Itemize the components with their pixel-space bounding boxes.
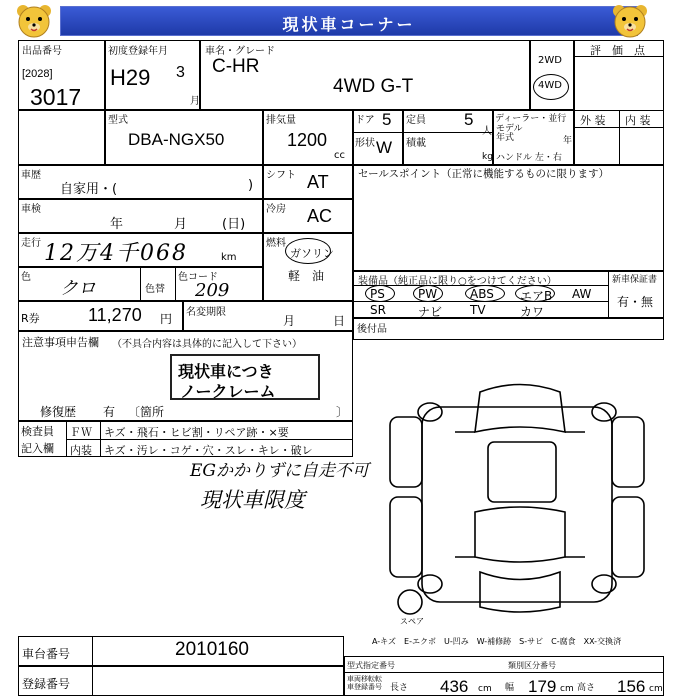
post-install-label: 後付品 <box>357 324 387 335</box>
model-year-label: モデル 年式 <box>496 124 523 143</box>
equipment-item: SR <box>370 303 386 317</box>
official-label-3: 車両移転転 車登録番号 <box>347 675 382 691</box>
warranty-value: 有・無 <box>617 295 654 309</box>
page-title: 現状車コーナー <box>282 15 416 34</box>
displacement-label: 排気量 <box>266 115 296 126</box>
registration-year: H29 <box>110 65 151 90</box>
width-unit: cm <box>560 684 574 694</box>
car-right-rear <box>612 497 644 577</box>
inspector-row-head: 内装 <box>70 444 92 457</box>
length-value: 436 <box>440 677 469 696</box>
history-box <box>18 165 263 199</box>
equipment-circle-mark <box>465 285 505 302</box>
aircon-label: 冷房 <box>266 204 286 215</box>
doors-value: 5 <box>382 110 392 129</box>
car-left-front <box>390 417 422 487</box>
inspector-row-text: キズ・汚レ・コゲ・穴・スレ・キレ・破レ <box>104 444 313 457</box>
inspector-label-2: 記入欄 <box>21 442 54 455</box>
rule <box>574 56 664 57</box>
inspection-day: (日) <box>222 217 246 232</box>
equipment-item: TV <box>470 303 486 317</box>
inspector-row-text: キズ・飛石・ヒビ割・リペア跡・×要 <box>104 426 289 439</box>
displacement-value: 1200 <box>287 130 328 150</box>
post-install-box <box>353 318 664 340</box>
bear-mascot-icon <box>14 2 54 42</box>
car-name-label: 車名・グレード <box>205 46 275 57</box>
name-change-month: 月 <box>283 314 296 328</box>
car-right-front <box>612 417 644 487</box>
inspector-label-1: 検査員 <box>21 425 54 438</box>
chassis-value: 2010160 <box>175 639 249 660</box>
aircon-value: AC <box>307 206 333 226</box>
rule <box>140 267 141 301</box>
equipment-circle-mark <box>413 285 443 302</box>
wheel-front-right <box>592 403 616 421</box>
blank-box <box>18 110 105 165</box>
fuel-label: 燃料 <box>266 238 286 249</box>
car-trunk <box>480 572 560 612</box>
stamp-line-2: ノークレーム <box>180 382 276 401</box>
repair-close: 〕 <box>336 405 349 419</box>
registration-month: 3 <box>176 64 185 81</box>
car-diagram <box>380 372 660 622</box>
year-unit: 年 <box>563 136 573 146</box>
recycle-unit: 円 <box>160 312 173 326</box>
inspector-row-head: ＦＷ <box>70 426 92 439</box>
inspection-year: 年 <box>110 217 124 232</box>
mileage-value: 12万4千068 <box>44 241 188 266</box>
height-value: 156 <box>617 677 646 696</box>
color-code: 209 <box>195 280 230 301</box>
repair-part: 〔箇所 <box>128 405 165 419</box>
model-value: DBA-NGX50 <box>128 130 225 149</box>
model-label: 型式 <box>108 115 128 126</box>
paint-label: 色替 <box>145 284 165 295</box>
equipment-item: ABS <box>470 287 494 301</box>
lot-label: 出品番号 <box>22 46 62 57</box>
rule <box>344 672 664 673</box>
recycle-label: R券 <box>21 312 40 325</box>
month-unit: 月 <box>190 96 200 107</box>
fuel-gasoline: ガソリン <box>290 247 334 260</box>
lot-sub: [2028] <box>22 68 53 80</box>
color-value: クロ <box>60 278 96 299</box>
handwritten-note-1: EGかかりずに自走不可 <box>190 461 369 481</box>
doors-label: ドア <box>355 115 375 126</box>
handle-label: ハンドル 左・右 <box>496 153 562 163</box>
official-label-1: 型式指定番号 <box>347 661 395 670</box>
lot-number: 3017 <box>30 84 82 110</box>
header-banner <box>60 6 638 36</box>
height-label: 高さ <box>577 683 596 693</box>
equipment-circle-mark <box>365 285 395 302</box>
car-name: C-HR <box>212 56 260 77</box>
history-value: 自家用・( <box>60 182 118 197</box>
capacity-value: 5 <box>464 110 474 129</box>
history-close: ) <box>248 178 254 193</box>
name-change-day: 日 <box>333 314 346 328</box>
car-left-rear <box>390 497 422 577</box>
damage-legend: A-キズ E-エクボ U-凹み W-補修跡 S-サビ C-腐食 XX-交換済 <box>372 637 622 646</box>
repair-value: 有 <box>103 405 116 419</box>
load-label: 積載 <box>406 138 426 149</box>
car-roof-front <box>475 385 565 433</box>
mileage-unit: km <box>221 252 237 263</box>
repair-label: 修復歴 <box>40 405 77 419</box>
height-unit: cm <box>649 684 663 694</box>
no-claim-stamp <box>170 354 320 400</box>
notes-label: 注意事項申告欄 <box>22 336 99 349</box>
equipment-item: カワ <box>520 305 545 319</box>
rating-label: 評 価 点 <box>590 44 645 57</box>
rule <box>574 127 664 128</box>
equipment-item: エアB <box>520 289 553 303</box>
color-code-label: 色コード <box>178 272 218 283</box>
mileage-label: 走行 <box>21 238 41 249</box>
load-unit: kg <box>482 152 493 162</box>
equipment-label: 装備品（純正品に限り○をつけてください） <box>358 276 557 287</box>
length-label: 長さ <box>390 683 409 693</box>
chassis-label: 車台番号 <box>22 647 71 661</box>
width-value: 179 <box>528 677 557 696</box>
cc-unit: cc <box>334 150 345 161</box>
width-label: 幅 <box>505 683 515 693</box>
recycle-value: 11,270 <box>88 305 142 325</box>
equipment-item: PS <box>370 287 385 301</box>
equipment-item: PW <box>418 287 438 301</box>
spare-label: スペア <box>400 617 424 626</box>
inspection-label: 車検 <box>21 204 41 215</box>
rule <box>92 666 93 696</box>
shape-value: W <box>376 138 393 157</box>
capacity-unit: 人 <box>482 126 492 137</box>
shape-label: 形状 <box>355 138 375 149</box>
handwritten-note-2: 現状車限度 <box>200 488 305 512</box>
plate-label: 登録番号 <box>22 677 71 691</box>
car-body-outline <box>422 407 612 602</box>
equipment-circle-mark <box>515 285 555 302</box>
equipment-item: AW <box>572 287 592 301</box>
notes-sub: （不具合内容は具体的に記入して下さい） <box>112 339 302 350</box>
inspection-month: 月 <box>174 217 188 232</box>
drive-2wd: 2WD <box>538 55 562 66</box>
drive-4wd: 4WD <box>538 80 562 91</box>
rule <box>619 110 620 165</box>
rule <box>92 636 93 666</box>
length-unit: cm <box>478 684 492 694</box>
rule <box>175 267 176 301</box>
rating-interior: 内 装 <box>625 114 651 127</box>
car-grade: 4WD G-T <box>333 76 414 97</box>
stamp-line-1: 現状車につき <box>178 362 274 381</box>
capacity-label: 定員 <box>406 115 426 126</box>
name-change-label: 名変期限 <box>186 307 226 318</box>
dealer-label: ディーラー・並行 <box>495 114 567 124</box>
official-label-2: 類別区分番号 <box>508 661 556 670</box>
shift-label: シフト <box>266 170 296 181</box>
spare-tire <box>398 590 422 614</box>
registration-label: 初度登録年月 <box>108 46 168 57</box>
equipment-item: ナビ <box>418 305 443 319</box>
history-label: 車歴 <box>21 170 41 181</box>
rating-exterior: 外 装 <box>580 114 606 127</box>
car-rear-window <box>475 507 565 562</box>
warranty-label: 新車保証書 <box>612 275 658 285</box>
color-label: 色 <box>21 272 31 283</box>
bear-mascot-icon <box>610 2 650 42</box>
rule <box>608 271 609 318</box>
shift-value: AT <box>307 172 329 192</box>
fuel-diesel: 軽 油 <box>288 269 325 283</box>
sales-points-label: セールスポイント（正常に機能するものに限ります） <box>358 168 610 180</box>
car-roof <box>488 442 556 502</box>
wheel-front-left <box>418 403 442 421</box>
